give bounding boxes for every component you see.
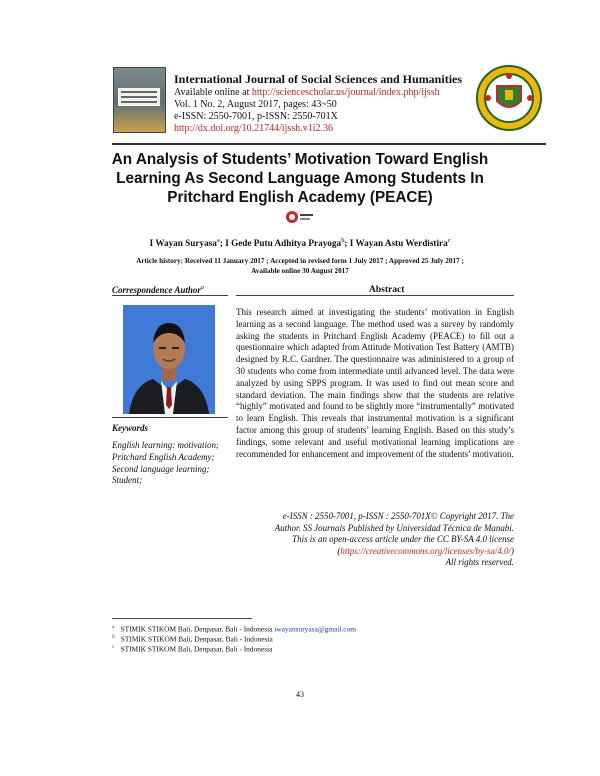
journal-title: International Journal of Social Sciences and Humanities	[174, 72, 463, 86]
keywords-heading: Keywords	[112, 423, 148, 433]
author-affiliation-mark: a	[216, 238, 220, 244]
crossmark-icon[interactable]	[285, 209, 315, 225]
license-link[interactable]: https://creativecommons.org/licenses/by-sa/4.0/	[340, 545, 512, 556]
volume-info: Vol. 1 No. 2, August 2017, pages: 43~50	[174, 99, 337, 110]
correspondence-author-heading: Correspondence Author$^a$	[112, 285, 204, 295]
left-column-divider	[112, 295, 228, 296]
journal-url-link[interactable]: http://sciencescholar.us/journal/index.php/ijssh	[251, 87, 440, 98]
footnote-affiliation-a: $^a$ STIMIK STIKOM Bali, Denpasar, Bali - Indonesia iwayansuryasa@gmail.com	[112, 624, 357, 634]
keywords-divider	[112, 417, 228, 418]
journal-cover-thumbnail	[113, 67, 166, 133]
keywords-list: English learning: motivation; Pritchard English Academy; Second language learning; Student;	[112, 440, 219, 486]
copyright-notice: e-ISSN : 2550-7001, p-ISSN : 2550-701X© Copyright 2017. The Author. SS Journals Published by Universidad Técnica de Manabí. This is an open-access article under the CC BY-SA 4.0 license (https://creativecommons.org/licenses/by-sa/4.0/) All rights reserved.	[274, 511, 514, 567]
author-list: I Wayan Suryasa$^a$; I Gede Putu Adhitya Prayoga$^b$; I Wayan Astu Werdistira$^c$	[149, 238, 451, 249]
issn-info: e-ISSN: 2550-7001, p-ISSN: 2550-701X	[174, 111, 338, 122]
footnote-affiliation-c: $^c$ STIMIK STIKOM Bali, Denpasar, Bali - Indonesia	[112, 644, 273, 654]
abstract-text: This research aimed at investigating the students’ motivation in English learning as a second language. The method used was a survey by randomly asking the students in Pritchard English Academy (PEACE) to fill out a questionnaire which adapted from Attitude Motivation Test Battery (AMTB) designed by R.C. Gardner. The questionnaire was administered to a group of 30 students who come from intermediate until advanced level. The data were analyzed by using SPPS program. It was used to find out mean score and standard deviation. The main findings show that the students are relative “highly” motivated and found to be slightly more “instrumentally” motivated to learn English. This reveals that instrumental motivation is a significant factor among this group of students’ learning English. Based on this study’s findings, some relevant and useful motivational learning implications are recommended for enhancement and improvement of the students’ motivation.	[236, 307, 514, 459]
author-email-link[interactable]: iwayansuryasa@gmail.com	[274, 624, 357, 634]
header-divider	[112, 143, 546, 145]
available-online: Available online at http://sciencescholar.us/journal/index.php/ijssh	[174, 87, 440, 98]
author-name: I Gede Putu Adhitya Prayoga	[225, 238, 342, 249]
footnote-divider	[112, 618, 252, 619]
university-seal-logo	[476, 65, 542, 131]
page-number: 43	[296, 690, 304, 699]
author-affiliation-mark: b	[341, 238, 345, 244]
author-name: I Wayan Suryasa	[149, 238, 217, 249]
author-name: I Wayan Astu Werdistira	[349, 238, 448, 249]
author-affiliation-mark: c	[447, 238, 451, 244]
paper-title: An Analysis of Students’ Motivation Toward English Learning As Second Language Among Students In Pritchard English Academy (PEACE)	[111, 151, 489, 206]
article-history: Article history: Received 11 January 2017 ; Accepted in revised form 1 July 2017 ; Approved 25 July 2017 ; Available online 30 August 2017	[136, 257, 464, 275]
abstract-heading: Abstract	[369, 285, 405, 295]
doi-link[interactable]: http://dx.doi.org/10.21744/ijssh.v1i2.36	[174, 123, 333, 134]
author-photo	[123, 305, 215, 414]
right-column-divider	[236, 295, 514, 296]
footnote-affiliation-b: $^b$ STIMIK STIKOM Bali, Denpasar, Bali - Indonesia	[112, 634, 273, 644]
